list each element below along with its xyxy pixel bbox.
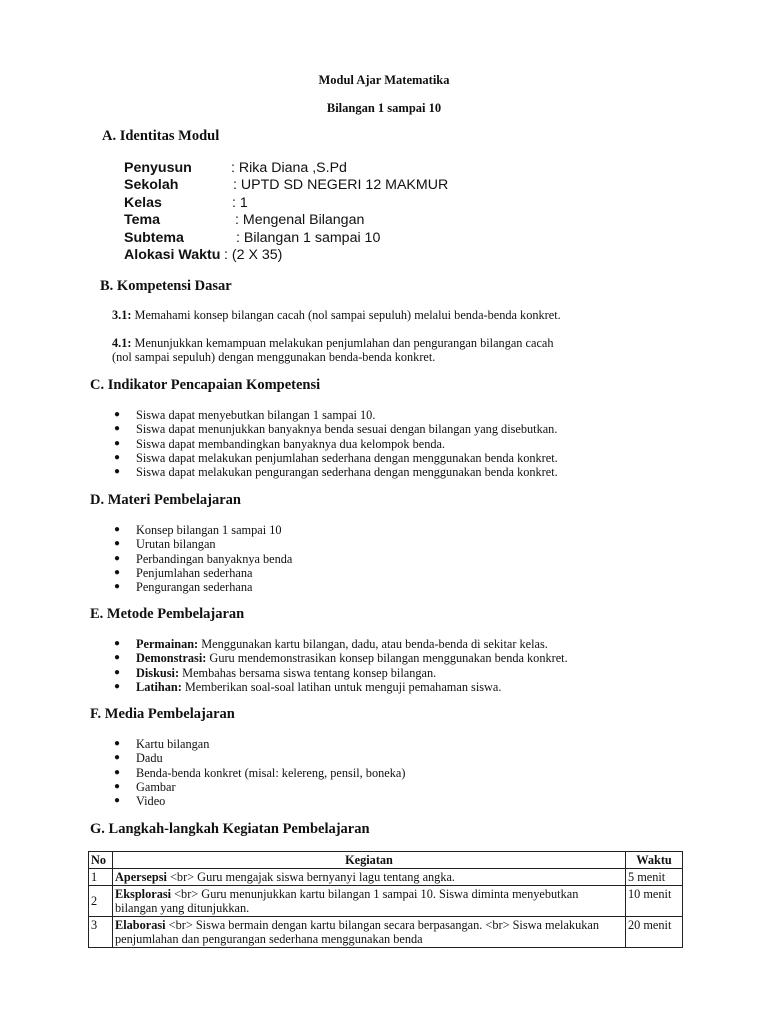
section-b-heading: B. Kompetensi Dasar bbox=[100, 278, 232, 294]
activity-text: <br> Siswa bermain dengan kartu bilangan secara berpasangan. <br> Siswa melakukan penjumlahan dan pengurangan sederhana menggunakan benda bbox=[115, 918, 599, 946]
activity-table bbox=[88, 851, 683, 948]
metode-list bbox=[112, 637, 568, 694]
list-item-text: Menggunakan kartu bilangan, dadu, atau benda-benda di sekitar kelas. bbox=[198, 637, 548, 651]
activity-text: <br> Guru menunjukkan kartu bilangan 1 sampai 10. Siswa diminta menyebutkan bilangan yang ditunjukkan. bbox=[115, 887, 579, 915]
bullet-icon: ● bbox=[114, 437, 121, 449]
bullet-icon: ● bbox=[114, 538, 121, 550]
identity-row bbox=[124, 212, 365, 229]
activity-label: Elaborasi bbox=[115, 918, 166, 932]
bullet-icon: ● bbox=[114, 524, 121, 535]
list-item-label: Diskusi: bbox=[136, 665, 180, 680]
bullet-icon: ● bbox=[114, 451, 121, 463]
list-item-label: Demonstrasi: bbox=[136, 651, 207, 666]
section-d-heading: D. Materi Pembelajaran bbox=[90, 492, 241, 508]
table-header-row bbox=[89, 852, 683, 869]
list-item bbox=[112, 751, 405, 765]
activity-label: Eksplorasi bbox=[115, 887, 172, 901]
identity-block bbox=[124, 160, 449, 264]
media-list bbox=[112, 737, 405, 808]
list-item-text: Pengurangan sederhana bbox=[136, 580, 253, 595]
identity-value: : Bilangan 1 sampai 10 bbox=[236, 229, 381, 246]
identity-value: : (2 X 35) bbox=[224, 246, 283, 263]
document-subtitle: Bilangan 1 sampai 10 bbox=[326, 101, 442, 115]
identity-key: Sekolah bbox=[124, 177, 179, 194]
bullet-icon: ● bbox=[114, 766, 121, 778]
activity-text: <br> Guru mengajak siswa bernyanyi lagu tentang angka. bbox=[166, 870, 455, 884]
document-title: Modul Ajar Matematika bbox=[318, 73, 450, 87]
list-item bbox=[112, 680, 568, 694]
identity-key: Penyusun bbox=[124, 160, 192, 176]
bullet-icon: ● bbox=[114, 552, 121, 564]
table-row bbox=[89, 869, 683, 886]
bullet-icon: ● bbox=[114, 752, 121, 764]
list-item-text: Konsep bilangan 1 sampai 10 bbox=[136, 523, 282, 537]
kd-3-1 bbox=[112, 308, 561, 322]
section-g-heading: G. Langkah-langkah Kegiatan Pembelajaran bbox=[90, 821, 370, 837]
row-activity bbox=[113, 886, 626, 917]
kd-code: 4.1: bbox=[112, 336, 132, 350]
list-item bbox=[112, 465, 558, 479]
list-item-text: Urutan bilangan bbox=[136, 537, 216, 552]
row-number: 2 bbox=[89, 886, 113, 917]
list-item-text: Siswa dapat menunjukkan banyaknya benda sesuai dengan bilangan yang disebutkan. bbox=[136, 422, 558, 437]
bullet-icon: ● bbox=[114, 738, 121, 749]
list-item-text: Benda-benda konkret (misal: kelereng, pensil, boneka) bbox=[136, 765, 406, 780]
bullet-icon: ● bbox=[114, 409, 121, 420]
kd-4-1 bbox=[112, 336, 554, 364]
indicator-list bbox=[112, 408, 558, 479]
list-item-text: Gambar bbox=[136, 779, 176, 794]
list-item bbox=[112, 523, 292, 537]
identity-row bbox=[124, 194, 248, 212]
list-item-text: Siswa dapat membandingkan banyaknya dua kelompok benda. bbox=[136, 436, 446, 451]
identity-value: : Mengenal Bilangan bbox=[235, 212, 365, 229]
column-header-kegiatan: Kegiatan bbox=[113, 852, 626, 869]
section-f-heading: F. Media Pembelajaran bbox=[90, 706, 235, 722]
identity-key: Kelas bbox=[124, 194, 162, 211]
bullet-icon: ● bbox=[114, 423, 121, 435]
row-activity bbox=[113, 869, 626, 886]
list-item bbox=[112, 552, 292, 566]
row-activity bbox=[113, 917, 626, 948]
list-item bbox=[112, 666, 568, 680]
list-item bbox=[112, 651, 568, 665]
list-item bbox=[112, 780, 405, 794]
identity-value: : 1 bbox=[232, 194, 248, 211]
list-item bbox=[112, 437, 558, 451]
identity-value: : UPTD SD NEGERI 12 MAKMUR bbox=[233, 177, 449, 194]
list-item-text: Siswa dapat melakukan pengurangan sederhana dengan menggunakan benda konkret. bbox=[136, 465, 558, 480]
list-item-text: Membahas bersama siswa tentang konsep bilangan. bbox=[179, 665, 437, 680]
bullet-icon: ● bbox=[114, 638, 121, 649]
table-row bbox=[89, 917, 683, 948]
row-time: 5 menit bbox=[626, 869, 683, 886]
identity-row bbox=[124, 160, 347, 177]
list-item-label: Latihan: bbox=[136, 679, 182, 694]
bullet-icon: ● bbox=[114, 652, 121, 664]
list-item-text: Guru mendemonstrasikan konsep bilangan menggunakan benda konkret. bbox=[206, 651, 568, 666]
identity-value: : Rika Diana ,S.Pd bbox=[231, 160, 347, 176]
kd-text-continued: (nol sampai sepuluh) dengan menggunakan benda-benda konkret. bbox=[112, 350, 436, 365]
bullet-icon: ● bbox=[114, 581, 121, 593]
bullet-icon: ● bbox=[114, 466, 121, 478]
identity-row bbox=[124, 229, 381, 247]
list-item-text: Siswa dapat menyebutkan bilangan 1 sampai 10. bbox=[136, 408, 376, 422]
list-item bbox=[112, 737, 405, 751]
bullet-icon: ● bbox=[114, 666, 121, 678]
column-header-waktu: Waktu bbox=[626, 852, 683, 869]
bullet-icon: ● bbox=[114, 680, 121, 692]
list-item-text: Kartu bilangan bbox=[136, 737, 210, 751]
identity-row bbox=[124, 246, 283, 264]
identity-row bbox=[124, 177, 449, 194]
table-row bbox=[89, 886, 683, 917]
kd-text: Menunjukkan kemampuan melakukan penjumlahan dan pengurangan bilangan cacah bbox=[131, 336, 554, 350]
identity-key: Alokasi Waktu bbox=[124, 246, 221, 263]
list-item-text: Dadu bbox=[136, 751, 163, 766]
list-item bbox=[112, 566, 292, 580]
activity-label: Apersepsi bbox=[115, 870, 167, 884]
list-item-text: Perbandingan banyaknya benda bbox=[136, 551, 293, 566]
list-item bbox=[112, 451, 558, 465]
kd-code: 3.1: bbox=[112, 308, 132, 322]
section-c-heading: C. Indikator Pencapaian Kompetensi bbox=[90, 377, 321, 393]
list-item bbox=[112, 637, 568, 651]
column-header-no: No bbox=[89, 852, 113, 869]
list-item-text: Memberikan soal-soal latihan untuk menguji pemahaman siswa. bbox=[181, 679, 502, 694]
row-time: 10 menit bbox=[626, 886, 683, 917]
bullet-icon: ● bbox=[114, 780, 121, 792]
list-item-text: Video bbox=[136, 794, 166, 809]
list-item bbox=[112, 794, 405, 808]
list-item bbox=[112, 580, 292, 594]
list-item-text: Siswa dapat melakukan penjumlahan sederhana dengan menggunakan benda konkret. bbox=[136, 450, 558, 465]
section-a-heading: A. Identitas Modul bbox=[102, 128, 220, 144]
bullet-icon: ● bbox=[114, 795, 121, 807]
kd-text: Memahami konsep bilangan cacah (nol sampai sepuluh) melalui benda-benda konkret. bbox=[131, 308, 561, 322]
list-item-text: Penjumlahan sederhana bbox=[136, 565, 253, 580]
list-item bbox=[112, 408, 558, 422]
bullet-icon: ● bbox=[114, 566, 121, 578]
list-item-label: Permainan: bbox=[136, 637, 199, 651]
row-number: 3 bbox=[89, 917, 113, 948]
identity-key: Tema bbox=[124, 212, 161, 229]
section-e-heading: E. Metode Pembelajaran bbox=[90, 606, 245, 622]
identity-key: Subtema bbox=[124, 229, 184, 246]
materi-list bbox=[112, 523, 292, 594]
row-number: 1 bbox=[89, 869, 113, 886]
list-item bbox=[112, 422, 558, 436]
list-item bbox=[112, 537, 292, 551]
list-item bbox=[112, 766, 405, 780]
row-time: 20 menit bbox=[626, 917, 683, 948]
